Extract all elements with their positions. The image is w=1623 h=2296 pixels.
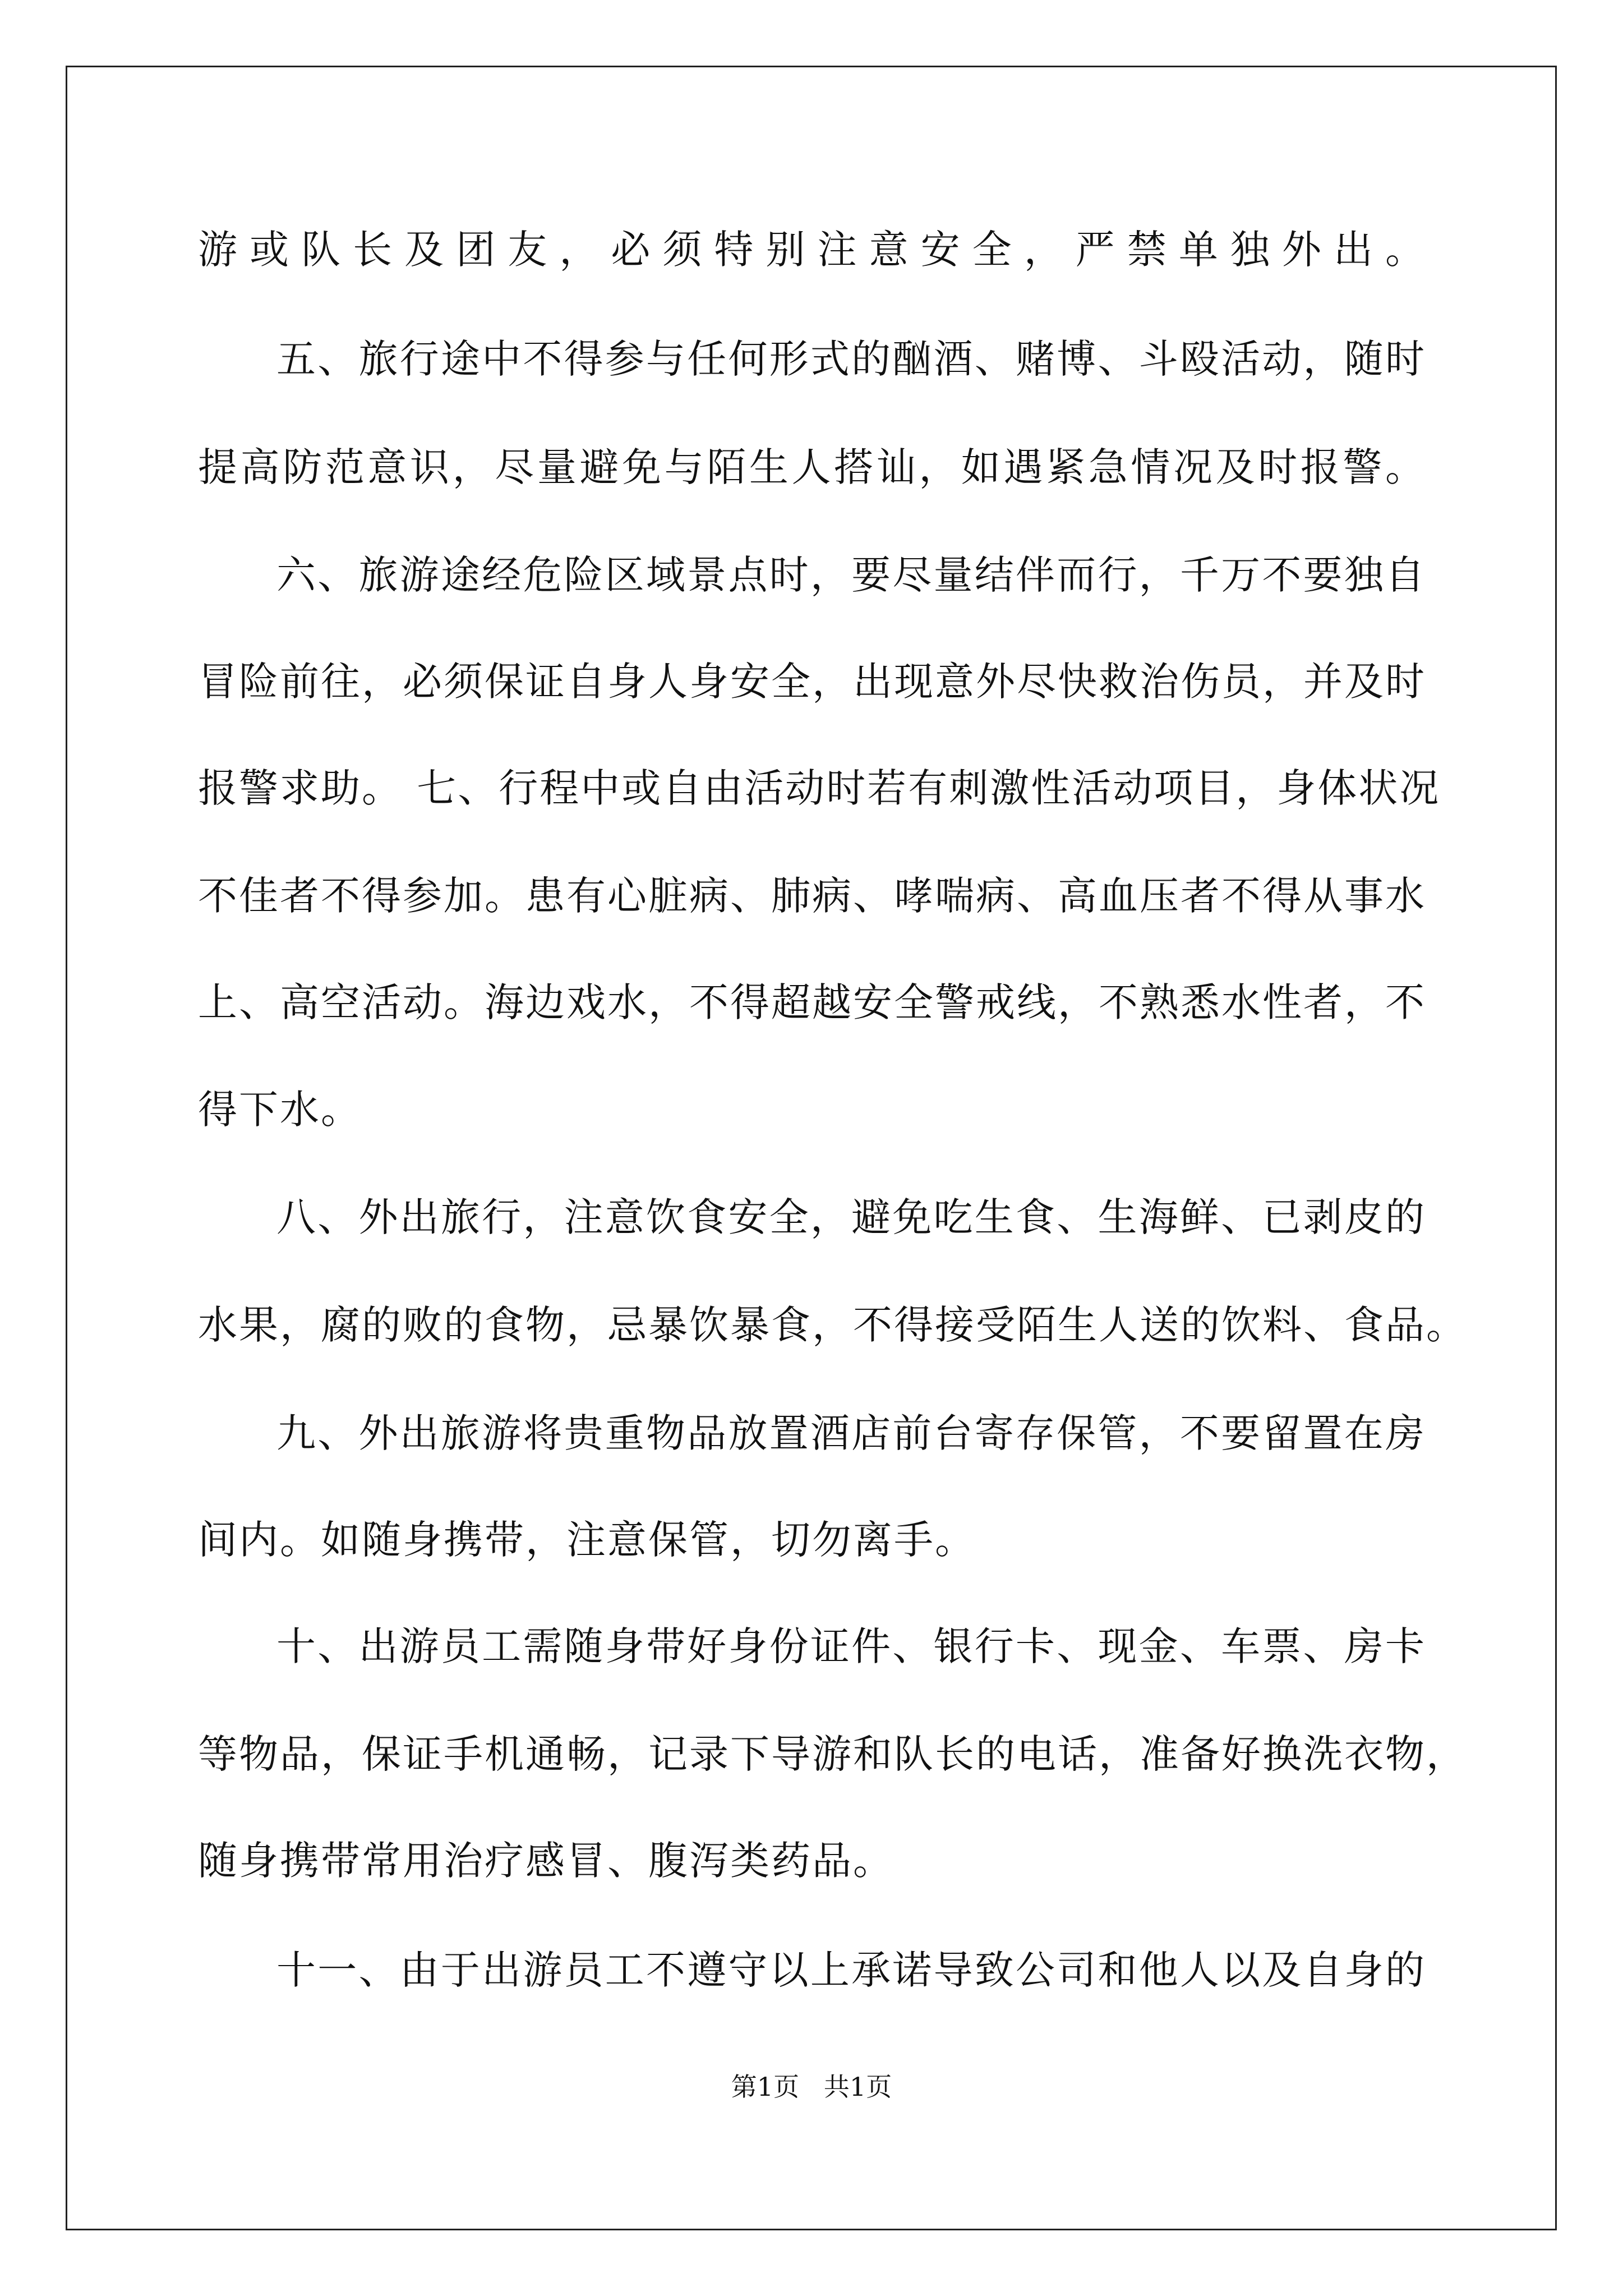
paragraph-line: 六、旅游途经危险区域景点时，要尽量结伴而行，千万不要独自 (276, 552, 1426, 598)
paragraph-line: 十一、由于出游员工不遵守以上承诺导致公司和他人以及自身的 (276, 1947, 1426, 1993)
page-border (66, 66, 1557, 2230)
paragraph-line: 报警求助。 七、行程中或自由活动时若有刺激性活动项目，身体状况 (198, 765, 1441, 811)
paragraph-line: 水果，腐的败的食物，忌暴饮暴食，不得接受陌生人送的饮料、食品。 (198, 1302, 1467, 1348)
paragraph-line: 不佳者不得参加。患有心脏病、肺病、哮喘病、高血压者不得从事水 (198, 873, 1426, 919)
paragraph-line: 得下水。 (198, 1087, 362, 1133)
paragraph-line: 游或队长及团友，必须特别注意安全，严禁单独外出。 (198, 227, 1426, 273)
paragraph-line: 间内。如随身携带，注意保管，切勿离手。 (198, 1517, 976, 1563)
paragraph-line: 八、外出旅行，注意饮食安全，避免吃生食、生海鲜、已剥皮的 (276, 1194, 1426, 1240)
page-number-footer: 第1页 共1页 (731, 2072, 892, 2102)
paragraph-line: 提高防范意识，尽量避免与陌生人搭讪，如遇紧急情况及时报警。 (198, 444, 1426, 490)
paragraph-line: 等物品，保证手机通畅，记录下导游和队长的电话，准备好换洗衣物， (198, 1731, 1467, 1777)
paragraph-line: 随身携带常用治疗感冒、腹泻类药品。 (198, 1838, 894, 1884)
paragraph-line: 冒险前往，必须保证自身人身安全，出现意外尽快救治伤员，并及时 (198, 659, 1426, 705)
paragraph-line: 五、旅行途中不得参与任何形式的酗酒、赌博、斗殴活动，随时 (276, 336, 1426, 382)
paragraph-line: 十、出游员工需随身带好身份证件、银行卡、现金、车票、房卡 (276, 1623, 1426, 1669)
paragraph-line: 九、外出旅游将贵重物品放置酒店前台寄存保管，不要留置在房 (276, 1410, 1426, 1456)
paragraph-line: 上、高空活动。海边戏水，不得超越安全警戒线，不熟悉水性者，不 (198, 979, 1426, 1025)
